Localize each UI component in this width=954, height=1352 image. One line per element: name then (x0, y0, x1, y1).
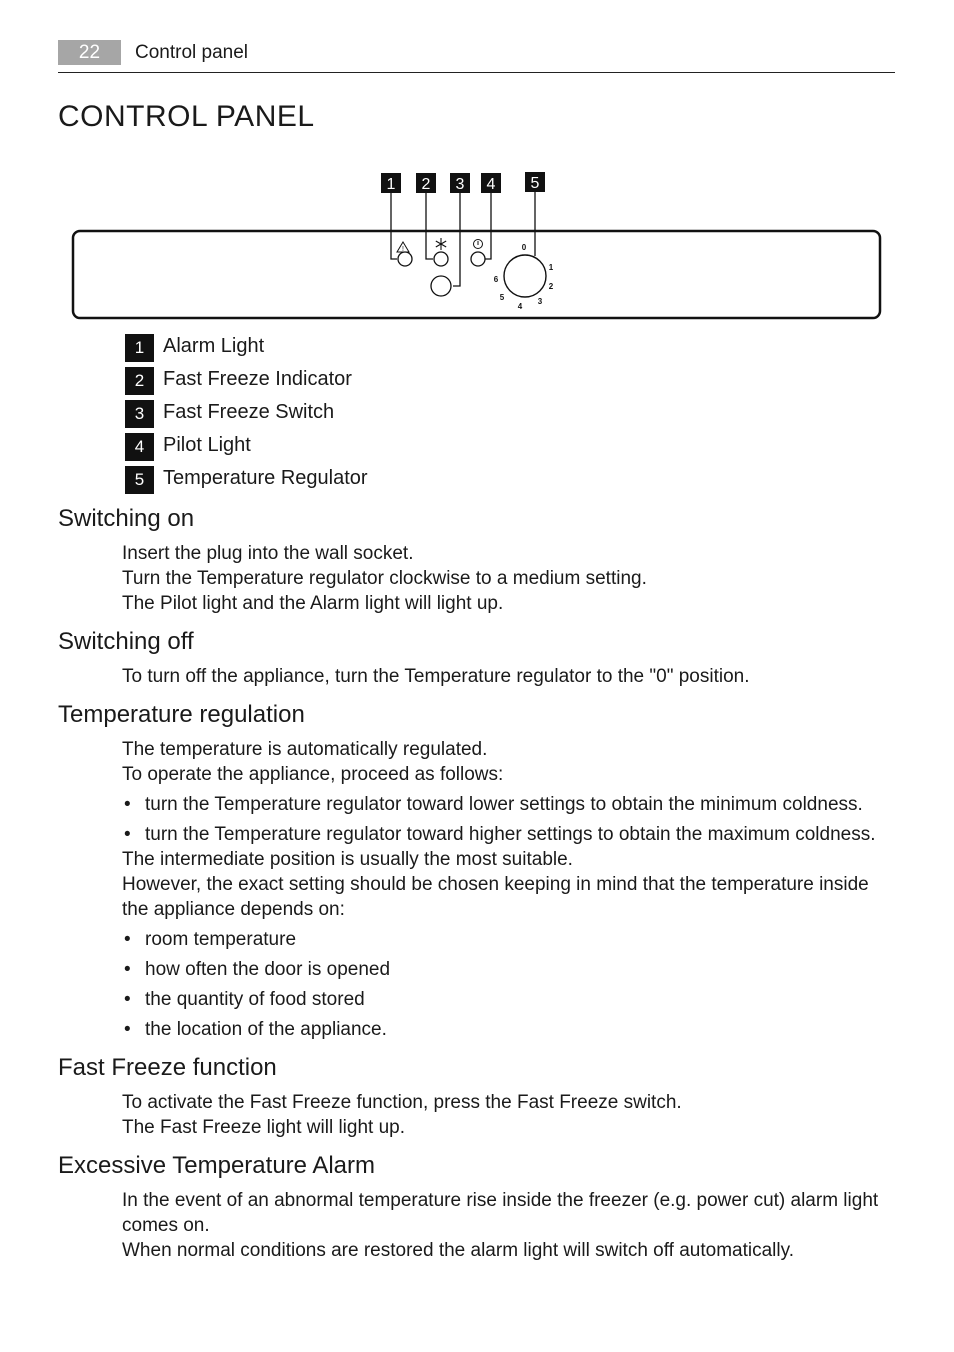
pilot-light-icon (471, 252, 485, 266)
legend-label: Fast Freeze Switch (163, 401, 335, 423)
dial-mark-1: 1 (548, 263, 554, 272)
page-title: CONTROL PANEL (58, 100, 315, 133)
dial-mark-3: 3 (537, 297, 543, 306)
control-panel-diagram (70, 168, 883, 322)
dial-mark-6: 6 (493, 275, 499, 284)
fast-freeze-switch-icon (431, 276, 451, 296)
switching-off-text: To turn off the appliance, turn the Temperature regulator to the "0" position. (122, 666, 750, 687)
list-item: • the location of the appliance. (122, 1017, 902, 1042)
list-item: • turn the Temperature regulator toward higher settings to obtain the maximum coldness. (122, 822, 902, 847)
text-line: However, the exact setting should be chosen keeping in mind that the temperature inside the appliance depends on: (122, 874, 869, 920)
callout-1 (381, 173, 401, 193)
page-header (58, 40, 895, 73)
list-item: • how often the door is opened (122, 957, 902, 982)
dial-mark-4: 4 (517, 302, 523, 311)
legend-number: 4 (125, 433, 154, 461)
svg-text:!: ! (402, 246, 404, 253)
text-line: To operate the appliance, proceed as follows: (122, 764, 504, 785)
text-line: To activate the Fast Freeze function, press the Fast Freeze switch. (122, 1092, 682, 1113)
alarm-text (122, 1188, 895, 1263)
dial-mark-2: 2 (548, 282, 554, 291)
legend-number: 5 (125, 466, 154, 494)
text-line: In the event of an abnormal temperature rise inside the freezer (e.g. power cut) alarm light comes on. (122, 1190, 879, 1236)
legend-number: 1 (125, 334, 154, 362)
temperature-dial-icon (504, 255, 546, 297)
leader-lines (391, 192, 535, 286)
heading-switching-on: Switching on (58, 505, 195, 532)
factor-bullets (122, 927, 902, 1042)
text-line: When normal conditions are restored the alarm light will switch off automatically. (122, 1240, 794, 1261)
list-item: • turn the Temperature regulator toward lower settings to obtain the minimum coldness. (122, 792, 902, 817)
temperature-regulation-intro (122, 737, 895, 787)
legend-label: Pilot Light (163, 434, 251, 456)
dial-mark-5: 5 (499, 293, 505, 302)
callout-4-label: 4 (486, 176, 496, 193)
switching-on-text (122, 541, 895, 616)
text-line: Insert the plug into the wall socket. (122, 543, 414, 564)
snowflake-icon (436, 238, 446, 250)
text-line: Turn the Temperature regulator clockwise to a medium setting. (122, 568, 647, 589)
legend-label: Alarm Light (163, 335, 265, 357)
callout-5 (525, 172, 545, 192)
list-item: • the quantity of food stored (122, 987, 902, 1012)
fast-freeze-text (122, 1090, 895, 1140)
callout-1-label: 1 (386, 176, 396, 193)
alarm-light-icon (398, 252, 412, 266)
header-section-title: Control panel (135, 42, 249, 63)
text-line: The intermediate position is usually the most suitable. (122, 849, 573, 870)
text-line: The Pilot light and the Alarm light will light up. (122, 593, 504, 614)
callout-2-label: 2 (421, 176, 431, 193)
callout-2 (416, 173, 436, 193)
page-number: 22 (58, 40, 121, 65)
heading-temperature-regulation: Temperature regulation (58, 701, 305, 728)
heading-switching-off: Switching off (58, 628, 194, 655)
fast-freeze-indicator-icon (434, 252, 448, 266)
regulation-bullets (122, 792, 902, 847)
legend-number: 2 (125, 367, 154, 395)
legend-label: Fast Freeze Indicator (163, 368, 352, 390)
heading-fast-freeze: Fast Freeze function (58, 1054, 277, 1081)
text-line: The temperature is automatically regulated. (122, 739, 488, 760)
panel-outline (73, 231, 880, 318)
temperature-regulation-middle (122, 847, 895, 922)
heading-excessive-temperature-alarm: Excessive Temperature Alarm (58, 1152, 376, 1179)
list-item: • room temperature (122, 927, 902, 952)
legend-number: 3 (125, 400, 154, 428)
callout-3 (450, 173, 470, 193)
dial-marks (494, 243, 554, 311)
callout-4 (481, 173, 501, 193)
legend-label: Temperature Regulator (163, 467, 368, 489)
text-line: The Fast Freeze light will light up. (122, 1117, 406, 1138)
callout-5-label: 5 (530, 175, 540, 192)
callout-3-label: 3 (455, 176, 465, 193)
dial-mark-0: 0 (521, 243, 527, 252)
